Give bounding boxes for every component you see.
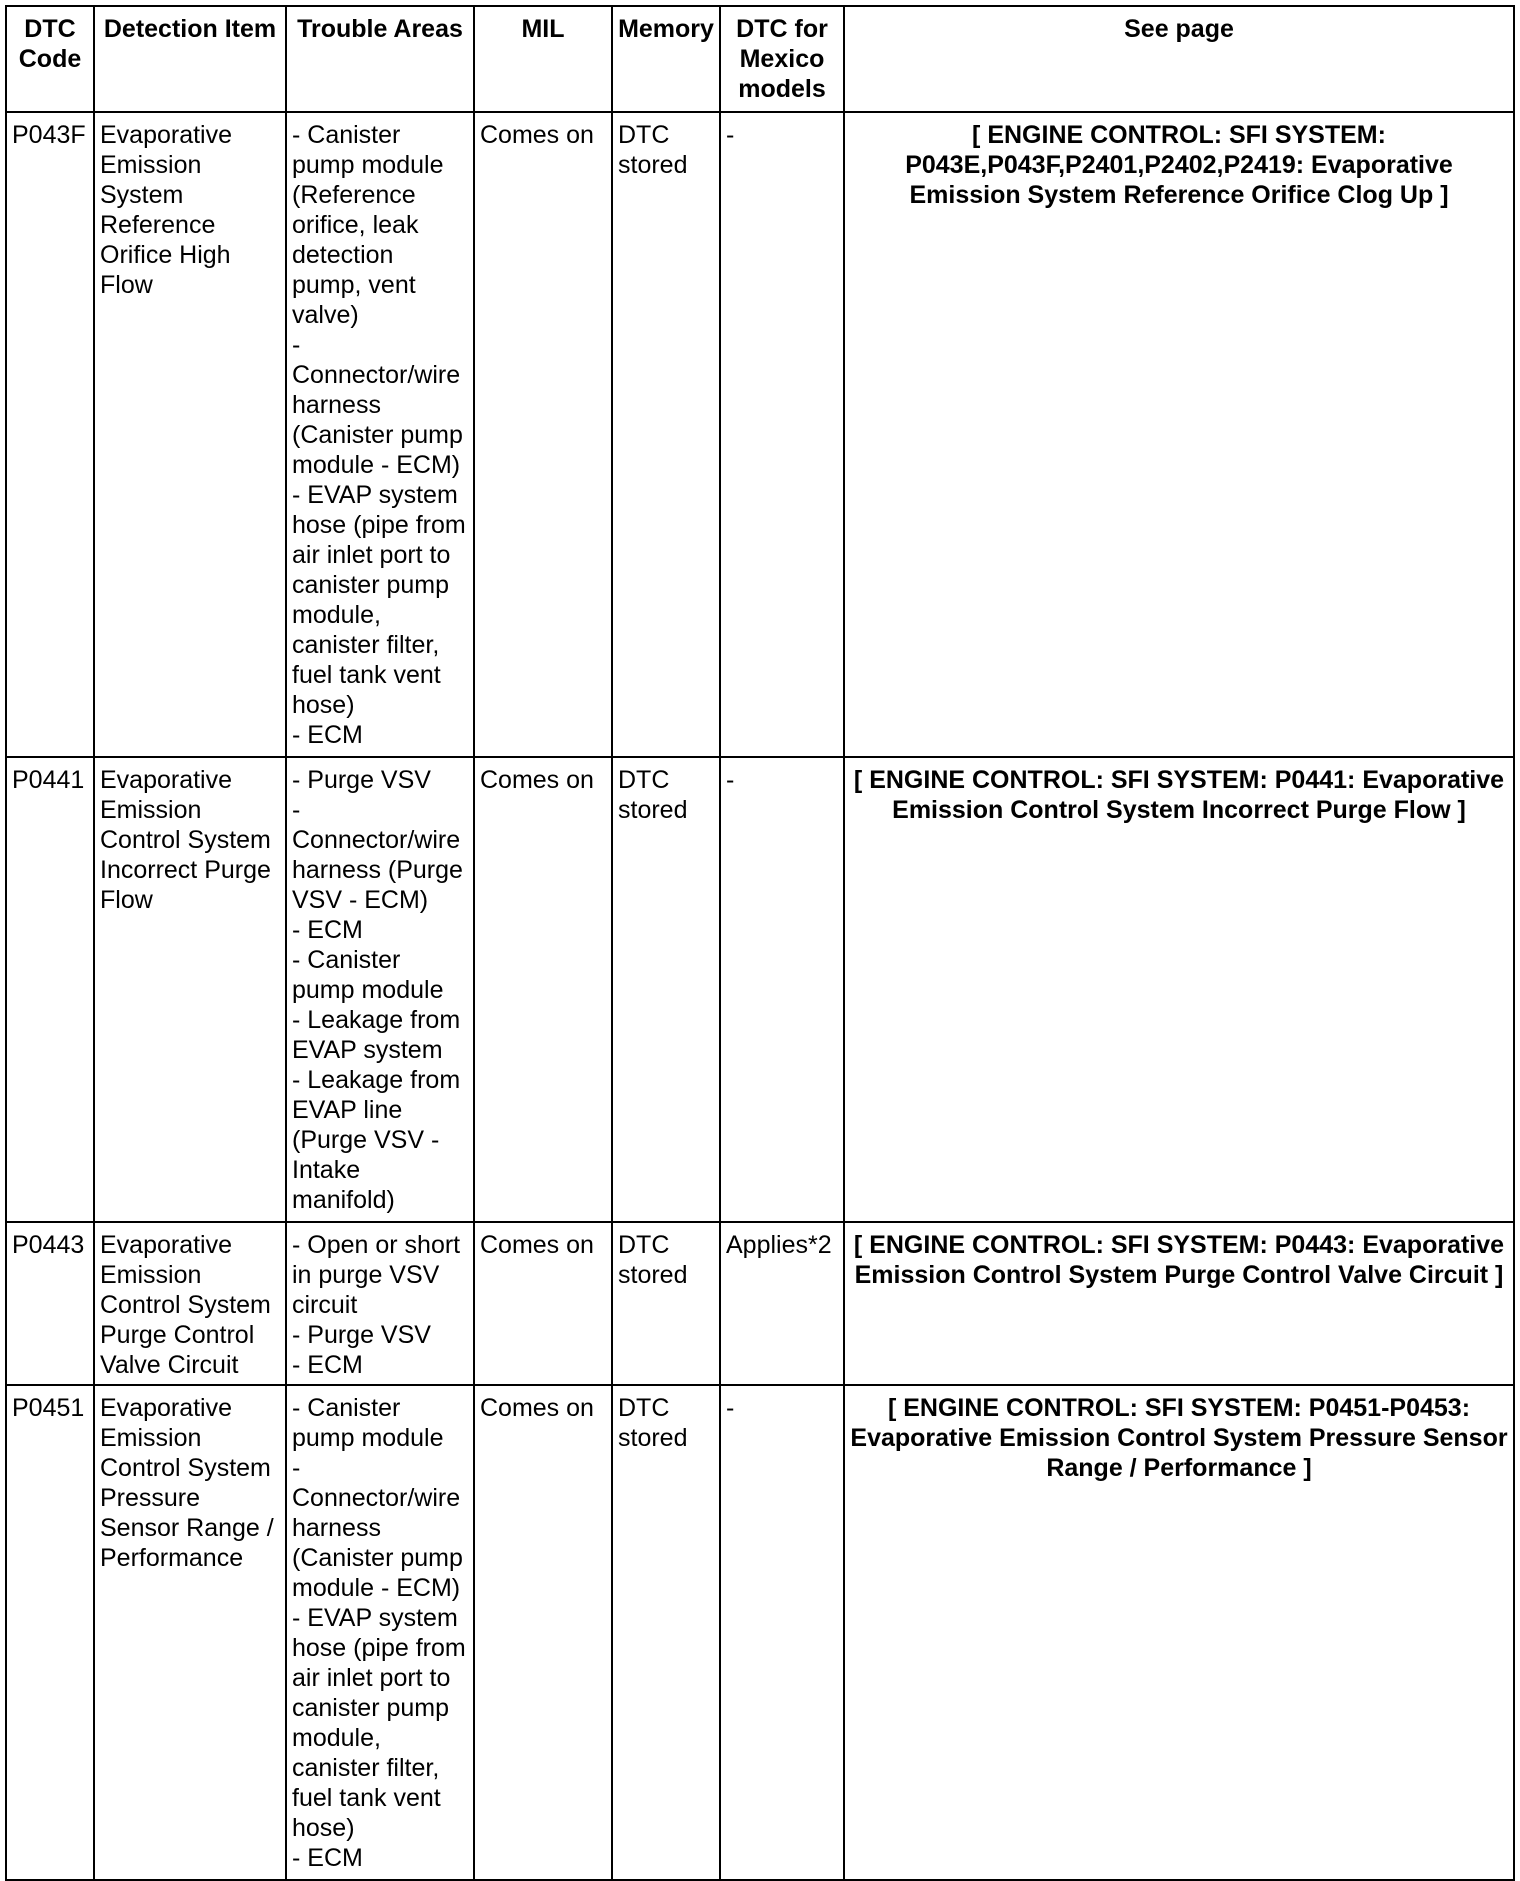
header-dtc-code: DTC Code	[6, 6, 94, 112]
header-memory: Memory	[612, 6, 720, 112]
header-detection-item: Detection Item	[94, 6, 286, 112]
mil-cell: Comes on	[474, 1222, 612, 1385]
header-mexico-models: DTC for Mexico models	[720, 6, 844, 112]
detection-item-cell: Evaporative Emission System Reference Orifice High Flow	[94, 112, 286, 757]
dtc-code-cell: P0451	[6, 1385, 94, 1880]
see-page-link[interactable]: [ ENGINE CONTROL: SFI SYSTEM: P0451-P0453: Evaporative Emission Control System Pressure Sensor Range / Performance ]	[844, 1385, 1514, 1880]
table-row	[6, 757, 1514, 1222]
detection-item-cell: Evaporative Emission Control System Pressure Sensor Range / Performance	[94, 1385, 286, 1880]
mil-cell: Comes on	[474, 1385, 612, 1880]
mil-cell: Comes on	[474, 112, 612, 757]
dtc-code-cell: P0441	[6, 757, 94, 1222]
mexico-cell: Applies*2	[720, 1222, 844, 1385]
memory-cell: DTC stored	[612, 1222, 720, 1385]
table-row	[6, 1222, 1514, 1385]
mexico-cell: -	[720, 1385, 844, 1880]
header-see-page: See page	[844, 6, 1514, 112]
trouble-areas-cell: - Canister pump module (Reference orifice, leak detection pump, vent valve) - Connector/wire harness (Canister pump module - ECM) - EVAP system hose (pipe from air inlet port to canister pump module, canister filter, fuel tank vent hose) - ECM	[286, 112, 474, 757]
memory-cell: DTC stored	[612, 757, 720, 1222]
header-mil: MIL	[474, 6, 612, 112]
trouble-areas-cell: - Canister pump module - Connector/wire harness (Canister pump module - ECM) - EVAP system hose (pipe from air inlet port to canister pump module, canister filter, fuel tank vent hose) - ECM	[286, 1385, 474, 1880]
mexico-cell: -	[720, 757, 844, 1222]
trouble-areas-cell: - Open or short in purge VSV circuit - Purge VSV - ECM	[286, 1222, 474, 1385]
memory-cell: DTC stored	[612, 1385, 720, 1880]
header-row	[6, 6, 1514, 112]
mexico-cell: -	[720, 112, 844, 757]
trouble-areas-cell: - Purge VSV - Connector/wire harness (Purge VSV - ECM) - ECM - Canister pump module - Leakage from EVAP system - Leakage from EVAP line (Purge VSV - Intake manifold)	[286, 757, 474, 1222]
dtc-table	[5, 5, 1515, 1881]
memory-cell: DTC stored	[612, 112, 720, 757]
dtc-code-cell: P043F	[6, 112, 94, 757]
detection-item-cell: Evaporative Emission Control System Incorrect Purge Flow	[94, 757, 286, 1222]
table-row	[6, 112, 1514, 757]
detection-item-cell: Evaporative Emission Control System Purge Control Valve Circuit	[94, 1222, 286, 1385]
see-page-link[interactable]: [ ENGINE CONTROL: SFI SYSTEM: P0441: Evaporative Emission Control System Incorrect Purge Flow ]	[844, 757, 1514, 1222]
see-page-link[interactable]: [ ENGINE CONTROL: SFI SYSTEM: P043E,P043F,P2401,P2402,P2419: Evaporative Emission System Reference Orifice Clog Up ]	[844, 112, 1514, 757]
table-row	[6, 1385, 1514, 1880]
dtc-code-cell: P0443	[6, 1222, 94, 1385]
header-trouble-areas: Trouble Areas	[286, 6, 474, 112]
mil-cell: Comes on	[474, 757, 612, 1222]
see-page-link[interactable]: [ ENGINE CONTROL: SFI SYSTEM: P0443: Evaporative Emission Control System Purge Control Valve Circuit ]	[844, 1222, 1514, 1385]
